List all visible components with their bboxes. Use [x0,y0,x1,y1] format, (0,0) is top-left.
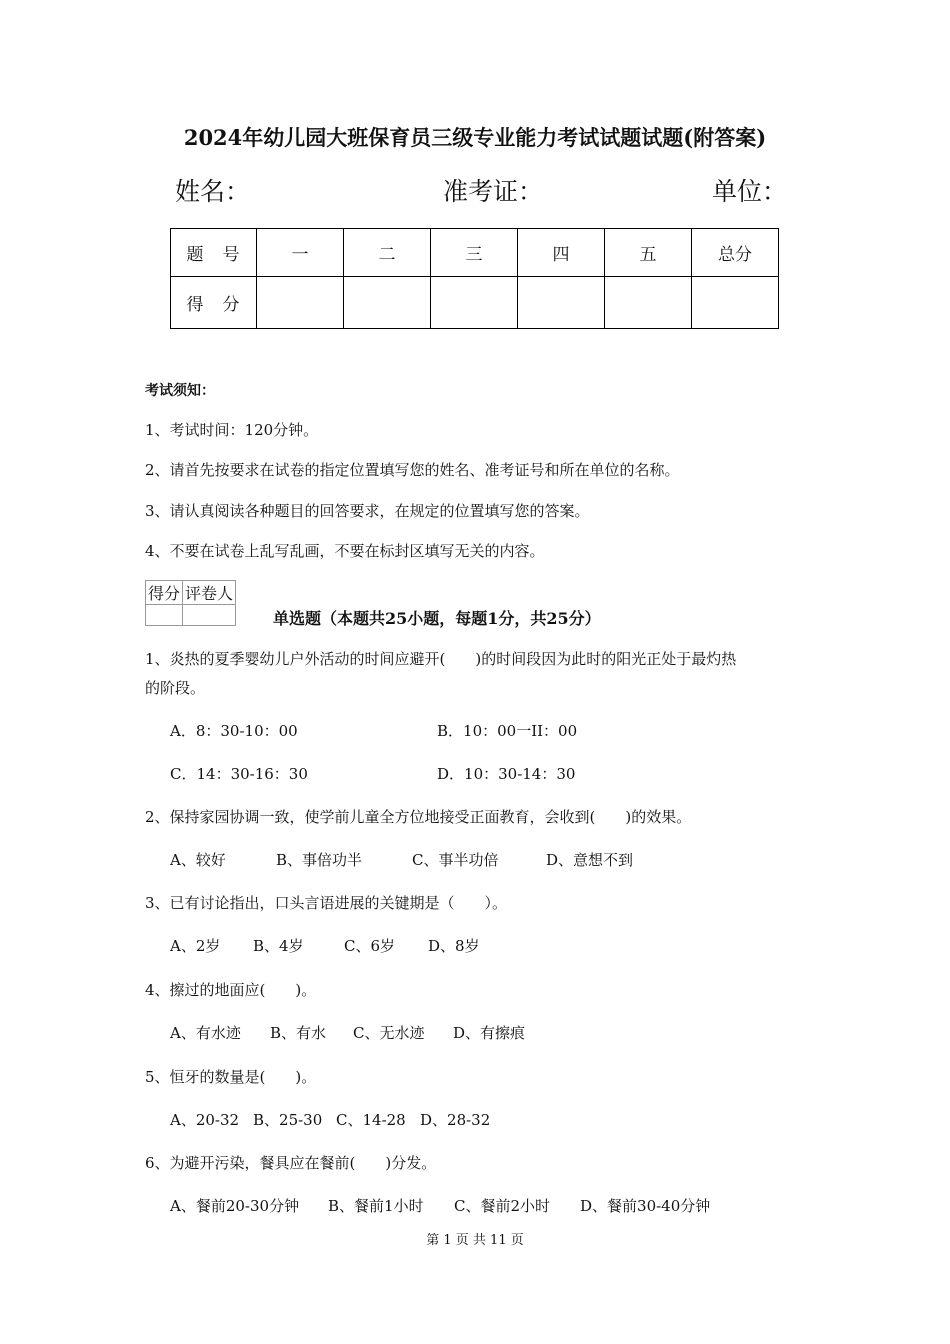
score-row-label: 得 分 [171,277,257,329]
notes-item: 4、不要在试卷上乱写乱画，不要在标封区填写无关的内容。 [145,542,545,560]
answer-option[interactable]: A、有水迹 [170,1024,241,1042]
score-table-header-cell: 题 号 [171,229,257,277]
answer-option[interactable]: D、8岁 [428,937,480,955]
answer-option[interactable]: D、有擦痕 [453,1024,526,1042]
answer-option[interactable]: B、4岁 [253,937,304,955]
score-table-header-cell: 三 [431,229,518,277]
question-stem: 5、恒牙的数量是( )。 [145,1068,317,1086]
answer-option[interactable]: B．10：00一II：00 [437,722,578,740]
score-cell[interactable] [257,277,344,329]
score-table-header-cell: 一 [257,229,344,277]
answer-option[interactable]: B、25-30 [253,1111,323,1129]
answer-option[interactable]: D．10：30-14：30 [437,765,576,783]
score-table-header-cell: 五 [605,229,692,277]
answer-option[interactable]: B、有水 [270,1024,327,1042]
score-cell[interactable] [431,277,518,329]
score-table-header-cell: 二 [344,229,431,277]
score-table-header-cell: 四 [518,229,605,277]
unit-field-label: 单位： [712,177,788,206]
score-table-header-row [171,229,779,277]
notes-item: 2、请首先按要求在试卷的指定位置填写您的姓名、准考证号和所在单位的名称。 [145,461,680,479]
score-table [170,228,779,329]
grader-box [145,580,236,626]
score-cell[interactable] [518,277,605,329]
score-table-score-row [171,277,779,329]
grader-reviewer-label: 评卷人 [183,581,236,605]
score-cell[interactable] [692,277,779,329]
answer-option[interactable]: A、餐前20-30分钟 [170,1197,300,1215]
grader-score-cell[interactable] [146,605,183,626]
score-table-header-cell: 总分 [692,229,779,277]
question-stem: 1、炎热的夏季婴幼儿户外活动的时间应避开( )的时间段因为此时的阳光正处于最灼热 [145,650,737,668]
question-stem: 4、擦过的地面应( )。 [145,981,317,999]
question-stem: 3、已有讨论指出，口头言语进展的关键期是（ ）。 [145,894,508,912]
notes-heading: 考试须知： [145,383,215,399]
name-field-label: 姓名： [175,177,251,206]
answer-option[interactable]: C、事半功倍 [412,851,499,869]
answer-option[interactable]: A、较好 [170,851,226,869]
exam-id-field-label: 准考证： [443,177,544,206]
answer-option[interactable]: A．8：30-10：00 [170,722,298,740]
answer-option[interactable]: C．14：30-16：30 [170,765,308,783]
answer-option[interactable]: D、意想不到 [546,851,634,869]
answer-option[interactable]: C、6岁 [344,937,396,955]
answer-option[interactable]: C、无水迹 [353,1024,425,1042]
question-stem-continued: 的阶段。 [145,679,206,697]
answer-option[interactable]: C、14-28 [336,1111,406,1129]
score-cell[interactable] [605,277,692,329]
notes-item: 3、请认真阅读各种题目的回答要求，在规定的位置填写您的答案。 [145,502,590,520]
answer-option[interactable]: B、餐前1小时 [328,1197,424,1215]
document-title: 2024年幼儿园大班保育员三级专业能力考试试题试题(附答案) [183,125,767,150]
answer-option[interactable]: B、事倍功半 [276,851,363,869]
section-title: 单选题（本题共25小题，每题1分，共25分） [273,609,601,628]
score-cell[interactable] [344,277,431,329]
page-footer: 第 1 页 共 11 页 [426,1233,524,1248]
answer-option[interactable]: C、餐前2小时 [454,1197,551,1215]
question-stem: 2、保持家园协调一致，使学前儿童全方位地接受正面教育，会收到( )的效果。 [145,808,692,826]
notes-item: 1、考试时间：120分钟。 [145,421,319,439]
answer-option[interactable]: A、2岁 [170,937,221,955]
answer-option[interactable]: D、餐前30-40分钟 [580,1197,711,1215]
answer-option[interactable]: A、20-32 [170,1111,240,1129]
grader-score-label: 得分 [146,581,183,605]
answer-option[interactable]: D、28-32 [420,1111,491,1129]
grader-reviewer-cell[interactable] [183,605,236,626]
question-stem: 6、为避开污染，餐具应在餐前( )分发。 [145,1154,437,1172]
